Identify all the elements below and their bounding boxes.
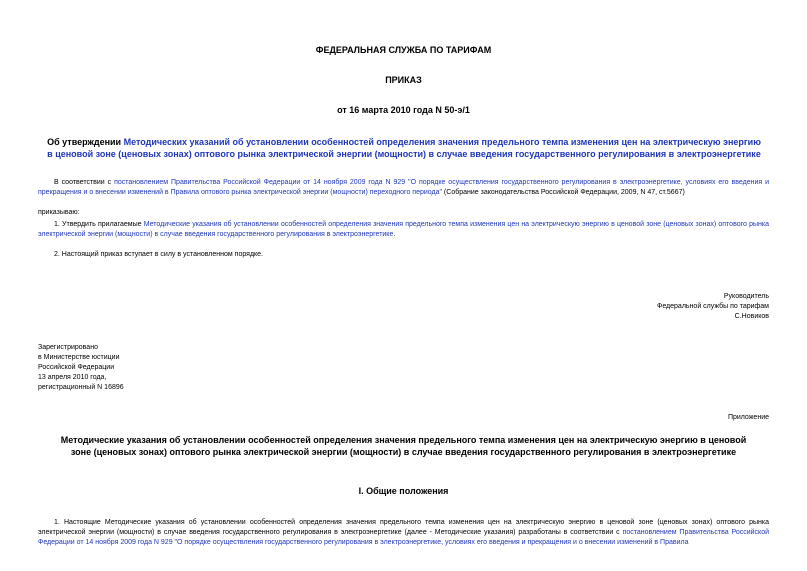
item-1-link[interactable]: Методические указания об установлении особенностей определения значения предельного темпа изменения цен на электрическую энергию в ценовой зоне (ценовых зонах) оптового рынка электрической энергии (мощности) в случае введения государственного регулирования в электроэнергетике — [38, 221, 769, 238]
item-2-paragraph: 2. Настоящий приказ вступает в силу в установленном порядке. — [54, 251, 264, 258]
section-heading: I. Общие положения — [358, 486, 449, 496]
registration-line-3: Российской Федерации — [38, 364, 115, 371]
registration-line-2: в Министерстве юстиции — [38, 354, 120, 361]
para1-text: 1. Настоящие Методические указания об установлении особенностей определения значения предельного темпа изменения цен на электрическую энергию в ценовой зоне (ценовых зонах) оптового рынка электрической энергии (мощности) в случае введения государственного регулирования в электроэнергетике (далее - Методические указания) разработаны в соответствии с — [38, 519, 769, 536]
appendix-title: Методические указания об установлении особенностей определения значения предельного темпа изменения цен на электрическую энергию в ценовой зоне (ценовых зонах) оптового рынка электрической энергии (мощности) в случае введения государственного регулирования в электроэнергетике — [60, 435, 747, 457]
signature-name: С.Новиков — [734, 313, 769, 320]
preamble-text-1: В соответствии с — [54, 179, 115, 186]
signature-block — [657, 292, 769, 322]
preamble-text-3: (Собрание законодательства Российской Федерации, 2009, N 47, ст.5667) — [441, 189, 685, 196]
registration-line-5: регистрационный N 16896 — [38, 384, 124, 391]
signature-position: Руководитель — [723, 293, 769, 300]
registration-block — [38, 343, 124, 393]
signature-agency: Федеральной службы по тарифам — [657, 303, 769, 310]
agency-heading: ФЕДЕРАЛЬНАЯ СЛУЖБА ПО ТАРИФАМ — [315, 45, 492, 55]
preamble-paragraph — [38, 178, 769, 198]
registration-line-4: 13 апреля 2010 года, — [38, 374, 107, 381]
item-1-paragraph — [38, 220, 769, 240]
order-word: приказываю: — [38, 209, 80, 216]
preamble-link-resolution[interactable]: постановлением — [114, 179, 169, 186]
date-number-heading: от 16 марта 2010 года N 50-э/1 — [337, 105, 470, 115]
para1-link-government[interactable]: Правительства Российской Федерации от 14 ноября 2009 года N 929 "О порядке осуществления государственного регулирования в электроэнергетике, условиях его введения и прекращения и о внесении изменений в Правила — [38, 529, 769, 546]
item-1-prefix: 1. Утвердить прилагаемые — [54, 221, 144, 228]
preamble-link-government[interactable]: Правительства Российской Федерации от 14 ноября 2009 года N 929 "О порядке осуществления государственного регулирования в электроэнергетике, условиях его введения и прекращения и о внесении изменений в Правила оптового рынка электрической энергии (мощности) переходного периода" — [38, 179, 770, 196]
appendix-paragraph-1 — [38, 518, 769, 548]
document-title — [44, 136, 764, 160]
para1-link-resolution[interactable]: постановлением — [622, 529, 677, 536]
item-1-suffix: . — [393, 231, 396, 238]
appendix-label: Приложение — [727, 414, 769, 421]
title-prefix: Об утверждении — [47, 137, 124, 147]
doc-type-heading: ПРИКАЗ — [385, 75, 422, 85]
title-link[interactable]: Методических указаний об установлении особенностей определения значения предельного темпа изменения цен на электрическую энергию в ценовой зоне (ценовых зонах) оптового рынка электрической энергии (мощности) в случае введения государственного регулирования в электроэнергетике — [47, 137, 761, 159]
registration-line-1: Зарегистрировано — [38, 344, 98, 351]
